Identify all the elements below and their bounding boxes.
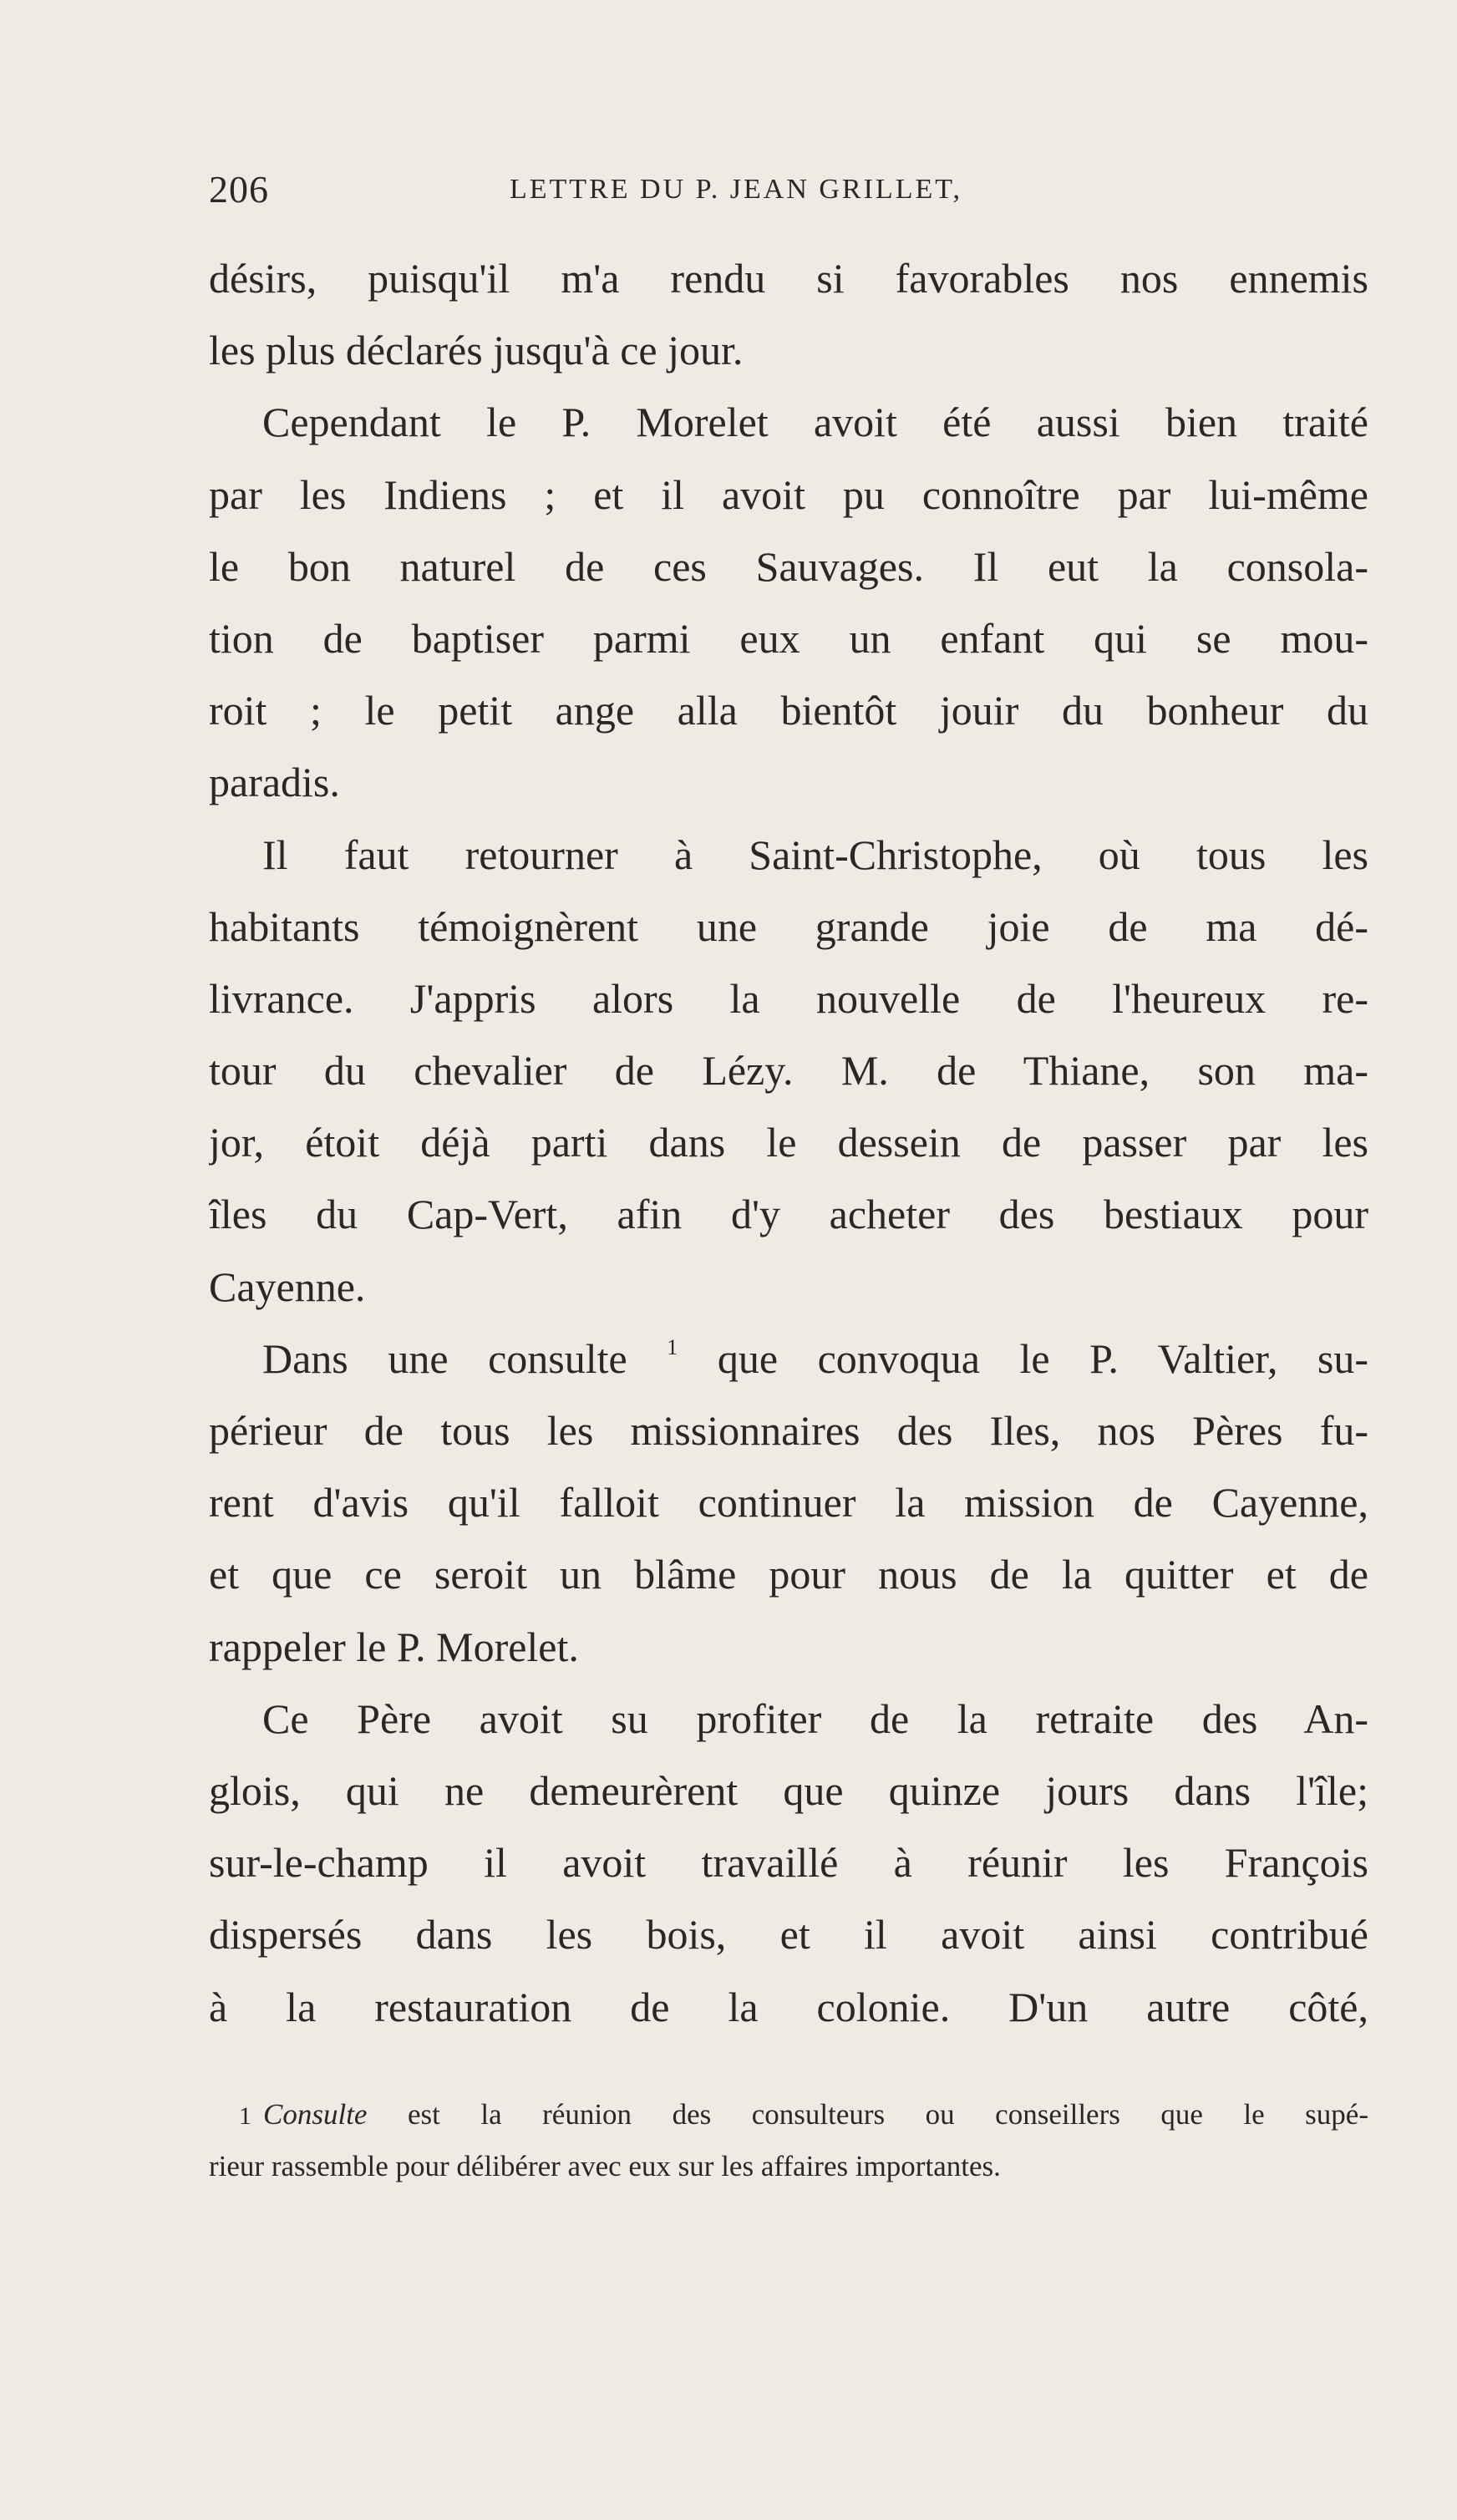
footnote xyxy=(209,2089,1368,2192)
text-line: paradis. xyxy=(209,759,340,806)
text-line: et que ce seroit un blâme pour nous de la quitter et de xyxy=(209,1551,1368,1598)
text-line: rappeler le P. Morelet. xyxy=(209,1623,579,1670)
text-line: dispersés dans les bois, et il avoit ainsi contribué xyxy=(209,1911,1368,1959)
text-line: jor, étoit déjà parti dans le dessein de passer par les xyxy=(209,1119,1368,1166)
text-line: habitants témoignèrent une grande joie de ma dé- xyxy=(209,902,1368,950)
text-line: glois, qui ne demeurèrent que quinze jours dans l'île; xyxy=(209,1766,1368,1814)
running-head: LETTRE DU P. JEAN GRILLET, xyxy=(510,174,962,205)
footnote-text: est la réunion des consulteurs ou conseillers que le supé- xyxy=(407,2098,1368,2131)
text-line: le bon naturel de ces Sauvages. Il eut la consola- xyxy=(209,542,1368,590)
text-line: par les Indiens ; et il avoit pu connoître par lui-même xyxy=(209,470,1368,518)
text-line: Cayenne. xyxy=(209,1263,366,1310)
text-line: îles du Cap-Vert, afin d'y acheter des bestiaux pour xyxy=(209,1191,1368,1238)
footnote-term: Consulte xyxy=(263,2098,368,2131)
text-line: tion de baptiser parmi eux un enfant qui se mou- xyxy=(209,614,1368,662)
page-header xyxy=(209,167,1370,226)
footnote-reference: 1 xyxy=(667,1334,678,1359)
footnote-marker: 1 xyxy=(239,2102,251,2130)
text-segment: Dans une consulte xyxy=(262,1334,627,1382)
footnote-line xyxy=(209,2089,1368,2141)
text-line: Ce Père avoit su profiter de la retraite des An- xyxy=(262,1694,1368,1742)
text-line: désirs, puisqu'il m'a rendu si favorables nos ennemis xyxy=(209,255,1368,302)
text-line: les plus déclarés jusqu'à ce jour. xyxy=(209,327,744,374)
text-line: à la restauration de la colonie. D'un autre côté, xyxy=(209,1983,1368,2030)
text-line: roit ; le petit ange alla bientôt jouir du bonheur du xyxy=(209,687,1368,734)
body-text xyxy=(209,242,1368,2043)
text-line: livrance. J'appris alors la nouvelle de l'heureux re- xyxy=(209,974,1368,1022)
text-segment: que convoqua le P. Valtier, su- xyxy=(717,1334,1368,1382)
text-line: rent d'avis qu'il falloit continuer la mission de Cayenne, xyxy=(209,1479,1368,1527)
page-number: 206 xyxy=(209,168,269,211)
footnote-line: rieur rassemble pour délibérer avec eux sur les affaires importantes. xyxy=(209,2150,1001,2182)
text-line: périeur de tous les missionnaires des Iles, nos Pères fu- xyxy=(209,1407,1368,1454)
text-line xyxy=(209,1323,1368,1395)
text-line: sur-le-champ il avoit travaillé à réunir les François xyxy=(209,1839,1368,1887)
text-line: Cependant le P. Morelet avoit été aussi bien traité xyxy=(262,399,1368,446)
text-line: Il faut retourner à Saint-Christophe, où tous les xyxy=(262,831,1368,878)
text-line: tour du chevalier de Lézy. M. de Thiane, son ma- xyxy=(209,1047,1368,1095)
